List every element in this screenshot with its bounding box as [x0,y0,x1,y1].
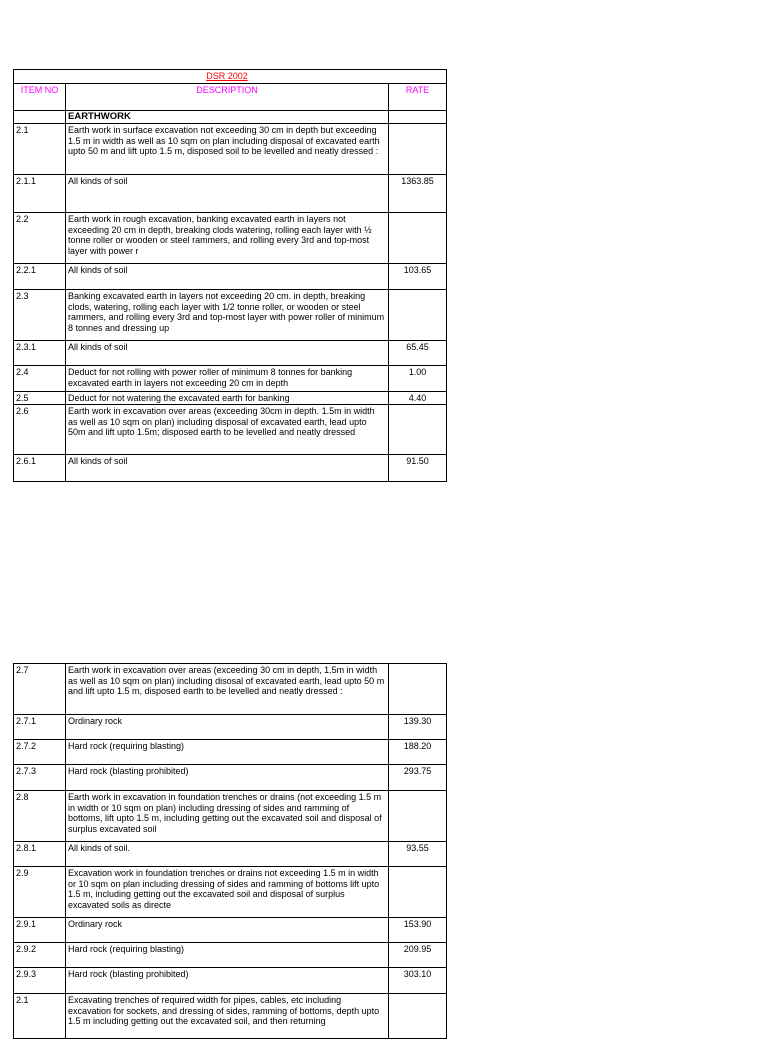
description-header: DESCRIPTION [66,84,389,111]
table-row [14,943,447,968]
rate-cell: 293.75 [389,765,447,791]
description-cell: Deduct for not watering the excavated earth for banking [66,392,389,405]
rate-cell [389,791,447,842]
description-cell: Excavation work in foundation trenches or drains not exceeding 1.5 m in width or 10 sqm on plan including dressing of sides and ramming of bottoms lift upto 1.5 m, including getting out the excavated soil and disposal of surplus excavated soils as directe [66,867,389,918]
table-row [14,842,447,867]
rate-cell [389,994,447,1039]
table-row [14,791,447,842]
rate-cell [389,867,447,918]
description-cell: Ordinary rock [66,715,389,740]
item-no-cell: 2.9 [14,867,66,918]
description-cell: Earth work in surface excavation not exceeding 30 cm in depth but exceeding 1.5 m in width as well as 10 sqm on plan including disposal of excavated earth upto 50 m and lift upto 1.5 m, disposed soil to be levelled and neatly dressed : [66,124,389,175]
item-no-cell: 2.9.2 [14,943,66,968]
description-cell: Banking excavated earth in layers not exceeding 20 cm. in depth, breaking clods, watering, rolling each layer with 1/2 tonne roller, or wooden or steel rammers, and rolling every 3rd and top-most layer with power roller of minimum 8 tonnes and dressing up [66,290,389,341]
description-cell: Excavating trenches of required width for pipes, cables, etc including excavation for sockets, and dressing of sides, ramming of bottoms, depth upto 1.5 m including getting out the excavated soil, and then returning [66,994,389,1039]
item-no-cell: 2.7.3 [14,765,66,791]
rate-cell: 209.95 [389,943,447,968]
table-row [14,994,447,1039]
description-cell: All kinds of soil [66,175,389,213]
item-no-cell: 2.1 [14,994,66,1039]
rate-cell: 93.55 [389,842,447,867]
table-row [14,341,447,366]
rate-cell: 65.45 [389,341,447,366]
table-row [14,455,447,482]
rate-cell: 91.50 [389,455,447,482]
table-row [14,175,447,213]
description-cell: Earth work in rough excavation, banking excavated earth in layers not exceeding 20 cm in depth, breaking clods watering, rolling each layer with ½ tonne roller or wooden or steel rammers, and rolling every 3rd and top-most layer with power r [66,213,389,264]
item-no-cell: 2.8.1 [14,842,66,867]
item-no-cell: 2.6.1 [14,455,66,482]
rate-cell: 1363.85 [389,175,447,213]
rate-cell [389,405,447,455]
rate-cell: 1.00 [389,366,447,392]
table-row [14,405,447,455]
item-no-cell: 2.4 [14,366,66,392]
header-row [14,84,447,111]
table-row [14,765,447,791]
item-no-cell: 2.9.3 [14,968,66,994]
description-cell: Earth work in excavation over areas (exceeding 30cm in depth. 1.5m in width as well as 10 sqm on plan) including disposal of excavated earth, lead upto 50m and lift upto 1.5m; disposed earth to be levelled and neatly dressed [66,405,389,455]
table-row [14,290,447,341]
description-cell: All kinds of soil [66,341,389,366]
table-row [14,392,447,405]
item-no-header: ITEM NO [14,84,66,111]
item-no-cell: 2.3.1 [14,341,66,366]
description-cell: Earth work in excavation in foundation trenches or drains (not exceeding 1.5 m in width or 10 sqm on plan) including dressing of sides and ramming of bottoms, lift upto 1.5 m, including getting out the excavated soil and disposal of surplus excavated soil [66,791,389,842]
rate-cell: 188.20 [389,740,447,765]
description-cell: Hard rock (requiring blasting) [66,943,389,968]
rate-table-page-2 [13,663,447,1039]
item-no-cell: 2.1.1 [14,175,66,213]
document-title [66,70,389,84]
rate-cell [389,213,447,264]
item-no-cell: 2.7.2 [14,740,66,765]
table-row [14,968,447,994]
table-row [14,715,447,740]
title-row [14,70,447,84]
description-cell: Hard rock (blasting prohibited) [66,968,389,994]
item-no-cell: 2.3 [14,290,66,341]
dsr-title: DSR 2002 [206,71,248,81]
item-no-cell: 2.5 [14,392,66,405]
item-no-cell: 2.7 [14,664,66,715]
table-row [14,213,447,264]
description-cell: Ordinary rock [66,918,389,943]
item-no-cell: 2.2 [14,213,66,264]
item-no-cell: 2.8 [14,791,66,842]
description-cell: Hard rock (requiring blasting) [66,740,389,765]
rate-cell: 139.30 [389,715,447,740]
table-row [14,264,447,290]
description-cell: Deduct for not rolling with power roller of minimum 8 tonnes for banking excavated earth in layers not exceeding 20 cm in depth [66,366,389,392]
rate-cell [389,664,447,715]
item-no-cell: 2.7.1 [14,715,66,740]
rate-cell: 4.40 [389,392,447,405]
rate-cell [389,124,447,175]
description-cell: All kinds of soil. [66,842,389,867]
description-cell: All kinds of soil [66,264,389,290]
item-no-cell: 2.1 [14,124,66,175]
item-no-cell: 2.6 [14,405,66,455]
table-row [14,664,447,715]
table-row [14,867,447,918]
table-row [14,740,447,765]
description-cell: All kinds of soil [66,455,389,482]
rate-cell [389,290,447,341]
rate-cell: 303.10 [389,968,447,994]
table-row [14,918,447,943]
section-row [14,111,447,124]
rate-header: RATE [389,84,447,111]
rate-cell: 103.65 [389,264,447,290]
table-row [14,366,447,392]
item-no-cell: 2.2.1 [14,264,66,290]
table-row [14,124,447,175]
section-heading: EARTHWORK [66,111,389,124]
item-no-cell: 2.9.1 [14,918,66,943]
description-cell: Hard rock (blasting prohibited) [66,765,389,791]
rate-table-page-1 [13,69,447,482]
description-cell: Earth work in excavation over areas (exceeding 30 cm in depth, 1.5m in width as well as 10 sqm on plan) including disosal of excavated earth, lead upto 50 m and lift upto 1.5 m, disposed earth to be levelled and neatly dressed : [66,664,389,715]
rate-cell: 153.90 [389,918,447,943]
